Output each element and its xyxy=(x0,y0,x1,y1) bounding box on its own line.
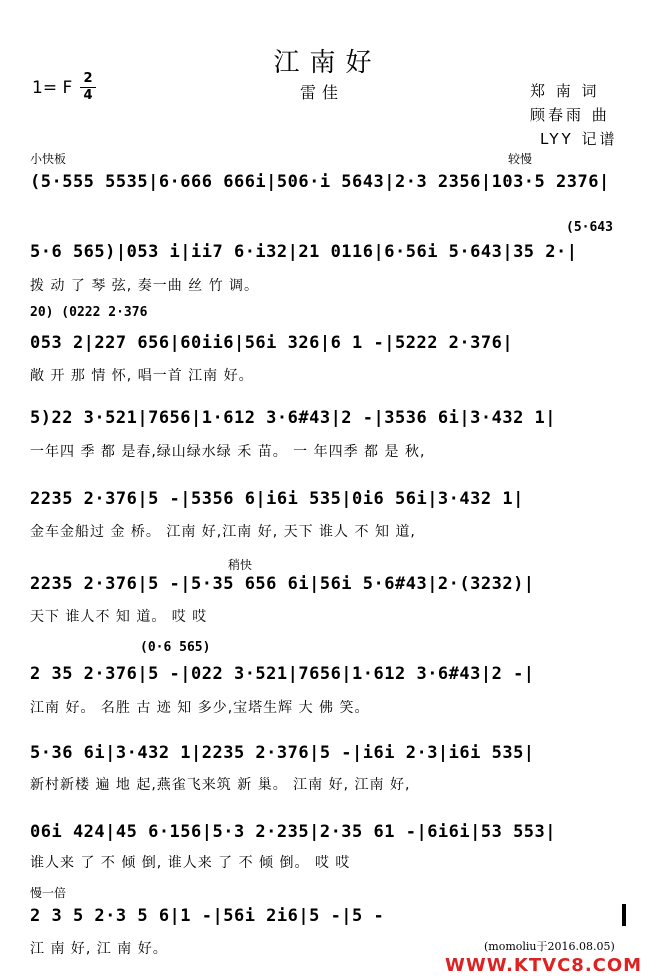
site-watermark: WWW.KTVC8.COM xyxy=(445,955,643,976)
key-signature: 1= F xyxy=(32,78,73,98)
composer-credit: 顾春雨 曲 xyxy=(530,106,610,124)
score-line-3-annotation: 20) (0222 2·376 xyxy=(30,305,148,320)
score-line-7-notes: 2 35 2·376|5 -|022 3·521|7656|1·612 3·6#43|2 -| xyxy=(30,664,535,684)
score-line-8-lyric: 新村新楼 遍 地 起,燕雀飞来筑 新 巢。 江南 好, 江南 好, xyxy=(30,777,411,793)
score-line-5-notes: 2235 2·376|5 -|5356 6|i6i 535|0i6 56i|3·432 1| xyxy=(30,489,524,509)
score-line-6-lyric: 天下 谁人不 知 道。 哎 哎 xyxy=(30,609,208,625)
tempo-marking-slow-double: 慢一倍 xyxy=(30,886,67,900)
score-line-3-lyric: 敞 开 那 情 怀, 唱一首 江南 好。 xyxy=(30,368,254,384)
song-title: 江南好 xyxy=(273,48,382,78)
score-line-10-notes: 2 3 5 2·3 5 6|1 -|56i 2i6|5 -|5 - xyxy=(30,906,385,926)
lyricist-credit: 郑 南 词 xyxy=(530,82,600,100)
score-line-9-notes: 06i 424|45 6·156|5·3 2·235|2·35 61 -|6i6i|53 553| xyxy=(30,822,557,842)
score-line-5-lyric: 金车金船过 金 桥。 江南 好,江南 好, 天下 谁人 不 知 道, xyxy=(30,524,416,540)
score-line-10-lyric: 江 南 好, 江 南 好。 xyxy=(30,941,168,957)
final-barline xyxy=(622,904,626,926)
time-numerator: 2 xyxy=(83,71,93,86)
score-line-2-annotation: (5·643 xyxy=(566,220,613,235)
score-line-7-lyric: 江南 好。 名胜 古 迹 知 多少,宝塔生辉 大 佛 笑。 xyxy=(30,700,370,716)
score-line-9-lyric: 谁人来 了 不 倾 倒, 谁人来 了 不 倾 倒。 哎 哎 xyxy=(30,855,351,871)
tempo-marking-start: 小快板 xyxy=(30,152,67,166)
performer: 雷佳 xyxy=(300,83,345,102)
score-line-3-notes: 053 2|227 656|60ii6|56i 326|6 1 -|5222 2·376| xyxy=(30,333,514,353)
score-line-6-notes: 2235 2·376|5 -|5·35 656 6i|56i 5·6#43|2·(3232)| xyxy=(30,574,535,594)
transcriber-credit: LYY 记谱 xyxy=(540,130,618,148)
score-line-7-annotation: (0·6 565) xyxy=(140,640,211,655)
tempo-marking-faster: 稍快 xyxy=(228,558,253,572)
time-denominator: 4 xyxy=(83,88,93,103)
score-line-2-lyric: 拨 动 了 琴 弦, 奏一曲 丝 竹 调。 xyxy=(30,278,260,294)
score-line-1-notes: (5·555 5535|6·666 666i|506·i 5643|2·3 2356|103·5 2376| xyxy=(30,172,610,192)
score-line-4-lyric: 一年四 季 都 是春,绿山绿水绿 禾 苗。 一 年四季 都 是 秋, xyxy=(30,444,426,460)
time-signature xyxy=(80,72,96,103)
tempo-marking-slower: 较慢 xyxy=(508,152,533,166)
score-line-2-notes: 5·6 565)|053 i|ii7 6·i32|21 0116|6·56i 5·643|35 2·| xyxy=(30,242,578,262)
score-line-8-notes: 5·36 6i|3·432 1|2235 2·376|5 -|i6i 2·3|i6i 535| xyxy=(30,743,535,763)
transcriber-signature: (momoliu于2016.08.05) xyxy=(484,940,615,953)
score-line-4-notes: 5)22 3·521|7656|1·612 3·6#43|2 -|3536 6i|3·432 1| xyxy=(30,408,557,428)
